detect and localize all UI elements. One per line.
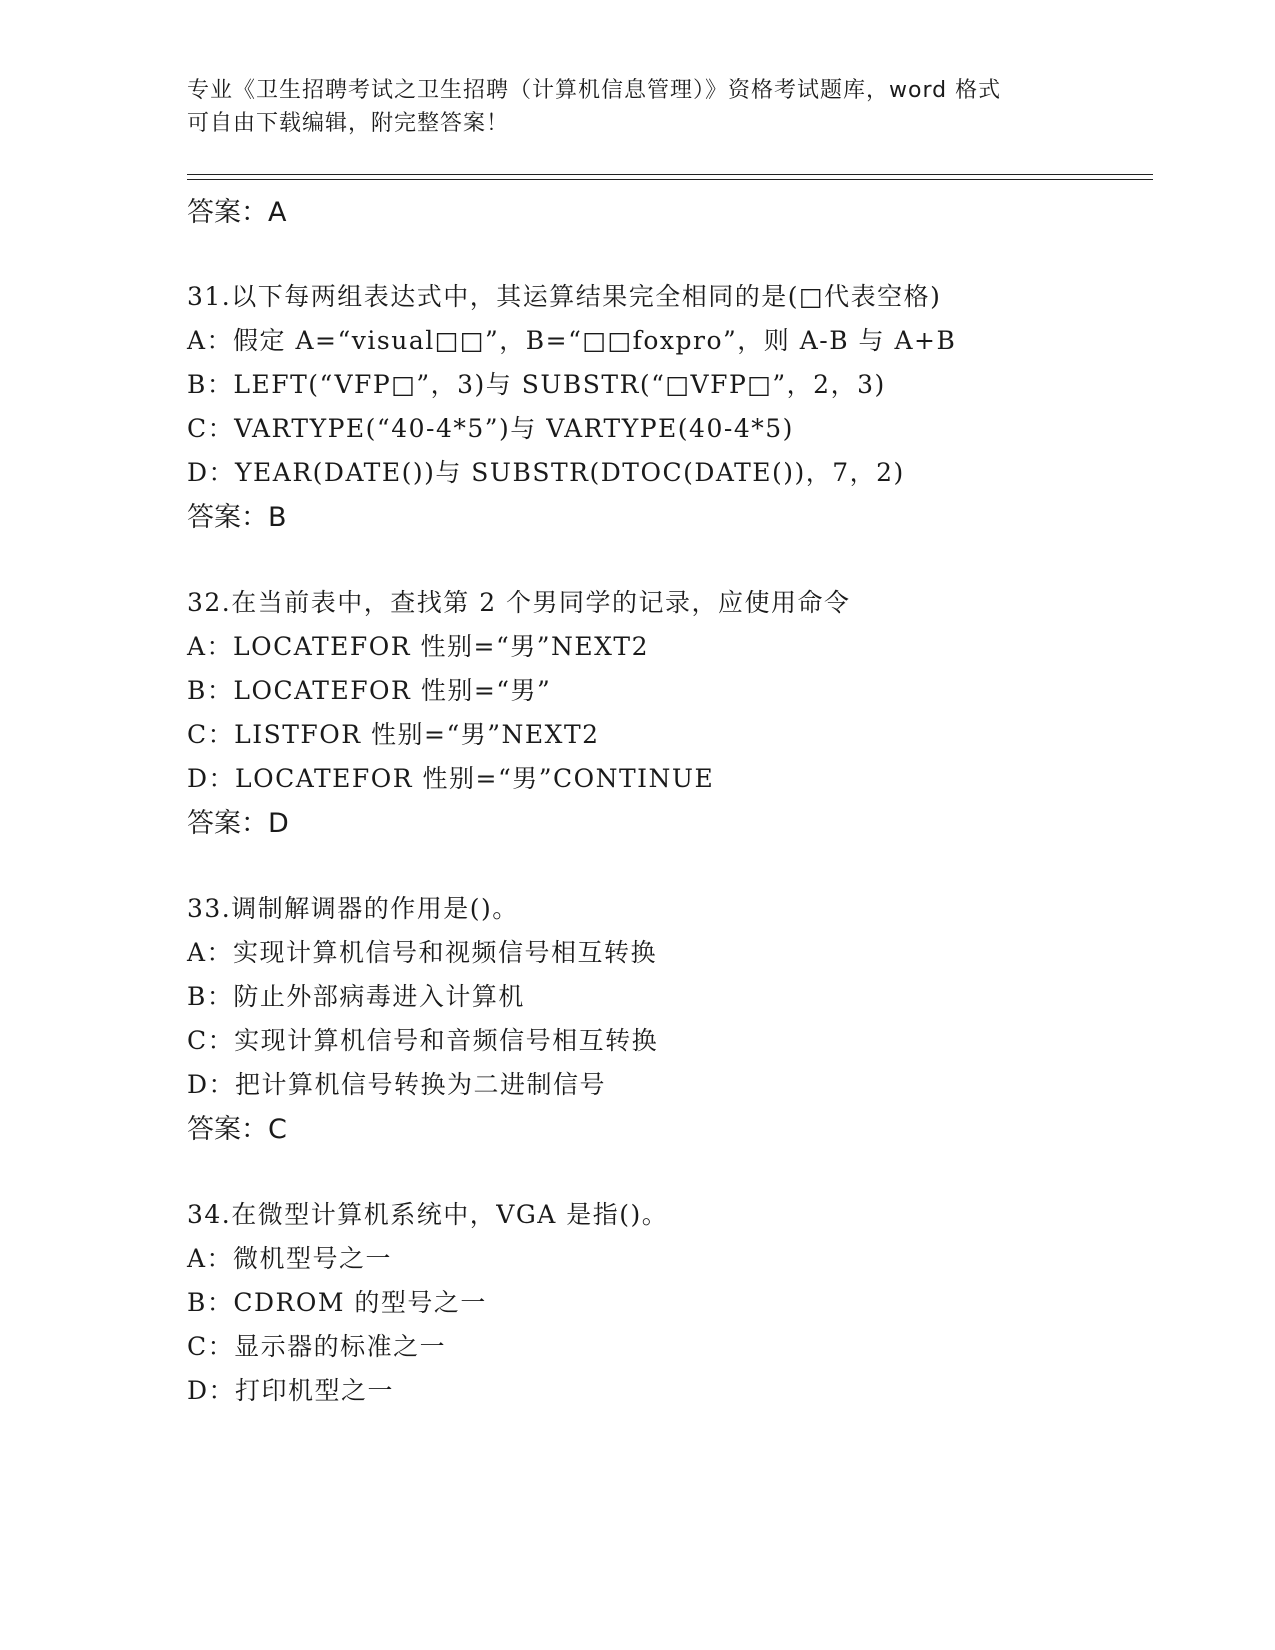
header-rule-bottom <box>187 179 1153 180</box>
question-32-option-b: B：LOCATEFOR 性别=“男” <box>187 676 552 705</box>
question-31-stem: 31.以下每两组表达式中，其运算结果完全相同的是(□代表空格) <box>187 282 942 311</box>
document-header <box>187 74 1087 140</box>
question-32-option-d: D：LOCATEFOR 性别=“男”CONTINUE <box>187 764 715 793</box>
question-33-stem: 33.调制解调器的作用是()。 <box>187 894 519 923</box>
question-34-option-a: A：微机型号之一 <box>187 1244 393 1273</box>
question-32-option-c: C：LISTFOR 性别=“男”NEXT2 <box>187 720 600 749</box>
question-32-answer: 答案：D <box>187 808 289 839</box>
question-31-answer: 答案：B <box>187 502 287 533</box>
answer-prev: 答案：A <box>187 197 287 228</box>
question-33-option-c: C：实现计算机信号和音频信号相互转换 <box>187 1026 659 1055</box>
question-33-answer: 答案：C <box>187 1114 287 1145</box>
question-33-option-d: D：把计算机信号转换为二进制信号 <box>187 1070 607 1099</box>
question-33-option-a: A：实现计算机信号和视频信号相互转换 <box>187 938 658 967</box>
header-rule-top <box>187 174 1153 175</box>
question-31-option-b: B：LEFT(“VFP□”，3)与 SUBSTR(“□VFP□”，2，3) <box>187 370 886 399</box>
question-34-stem: 34.在微型计算机系统中，VGA 是指()。 <box>187 1200 669 1229</box>
question-31-option-c: C：VARTYPE(“40-4*5”)与 VARTYPE(40-4*5) <box>187 414 794 443</box>
header-line-1: 专业《卫生招聘考试之卫生招聘（计算机信息管理）》资格考试题库，word 格式 <box>187 78 1002 103</box>
question-34-option-d: D：打印机型之一 <box>187 1376 395 1405</box>
question-34-option-c: C：显示器的标准之一 <box>187 1332 447 1361</box>
question-32-option-a: A：LOCATEFOR 性别=“男”NEXT2 <box>187 632 650 661</box>
question-32-stem: 32.在当前表中，查找第 2 个男同学的记录，应使用命令 <box>187 588 851 617</box>
question-31-option-d: D：YEAR(DATE())与 SUBSTR(DTOC(DATE())，7，2) <box>187 458 905 487</box>
question-31-option-a: A：假定 A=“visual□□”，B=“□□foxpro”，则 A-B 与 A+B <box>187 326 957 355</box>
header-line-2: 可自由下载编辑，附完整答案！ <box>187 111 510 136</box>
question-34-option-b: B：CDROM 的型号之一 <box>187 1288 487 1317</box>
question-33-option-b: B：防止外部病毒进入计算机 <box>187 982 525 1011</box>
